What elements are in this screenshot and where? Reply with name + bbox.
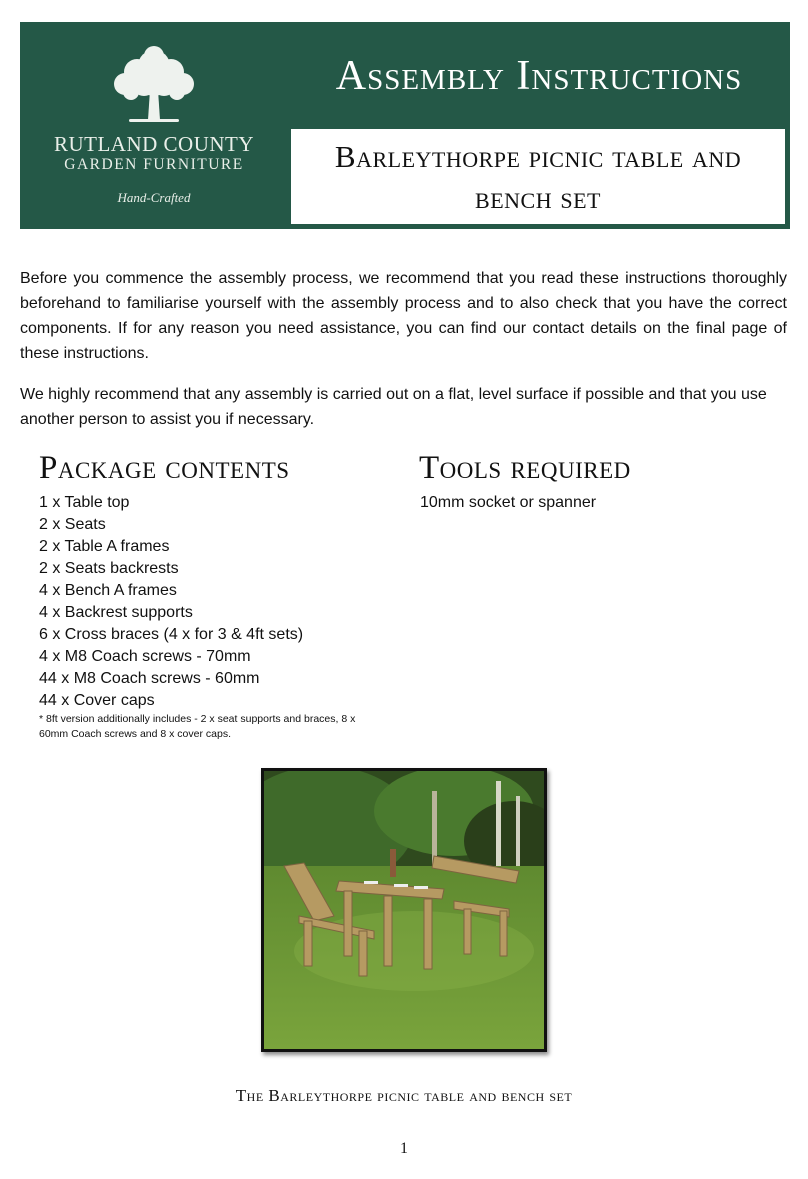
package-footnote: * 8ft version additionally includes - 2 x seat supports and braces, 8 x 60mm Coach screws and 8 x cover caps. <box>39 713 356 740</box>
brand-name-line2: GARDEN FURNITURE <box>64 156 244 173</box>
oak-tree-icon <box>109 44 199 124</box>
product-photo <box>261 768 547 1052</box>
brand-logo <box>20 22 288 229</box>
intro-paragraph-2: We highly recommend that any assembly is carried out on a flat, level surface if possible and that you use another person to assist you if necessary. <box>20 386 767 428</box>
header-banner <box>20 22 790 229</box>
product-title: Barleythorpe picnic table and bench set <box>334 138 742 215</box>
list-item: 4 x M8 Coach screws - 70mm <box>39 648 251 665</box>
package-contents-heading: Package contents <box>39 450 290 486</box>
list-item: 4 x Backrest supports <box>39 604 193 621</box>
list-item: 6 x Cross braces (4 x for 3 & 4ft sets) <box>39 626 304 643</box>
package-contents-list <box>39 492 303 712</box>
list-item: 2 x Seats <box>39 516 106 533</box>
list-item: 2 x Seats backrests <box>39 560 179 577</box>
subtitle-box <box>291 129 785 224</box>
page-number: 1 <box>400 1140 408 1157</box>
list-item: 44 x Cover caps <box>39 692 155 709</box>
picnic-table-photo-icon <box>264 771 544 1049</box>
list-item: 2 x Table A frames <box>39 538 170 555</box>
tool-item: 10mm socket or spanner <box>420 494 597 511</box>
list-item: 1 x Table top <box>39 494 130 511</box>
document-title: Assembly Instructions <box>335 53 743 99</box>
photo-caption: The Barleythorpe picnic table and bench set <box>235 1086 573 1105</box>
brand-tagline: Hand-Crafted <box>117 190 191 205</box>
list-item: 44 x M8 Coach screws - 60mm <box>39 670 260 687</box>
list-item: 4 x Bench A frames <box>39 582 177 599</box>
intro-paragraph-1: Before you commence the assembly process, we recommend that you read these instructions thoroughly beforehand to familiarise yourself with the assembly process and to also check that you have the correct components. If for any reason you need assistance, you can find our contact details on the final page of these instructions. <box>20 270 787 362</box>
tools-required-heading: Tools required <box>419 450 631 486</box>
brand-name-line1: RUTLAND COUNTY <box>53 132 255 156</box>
